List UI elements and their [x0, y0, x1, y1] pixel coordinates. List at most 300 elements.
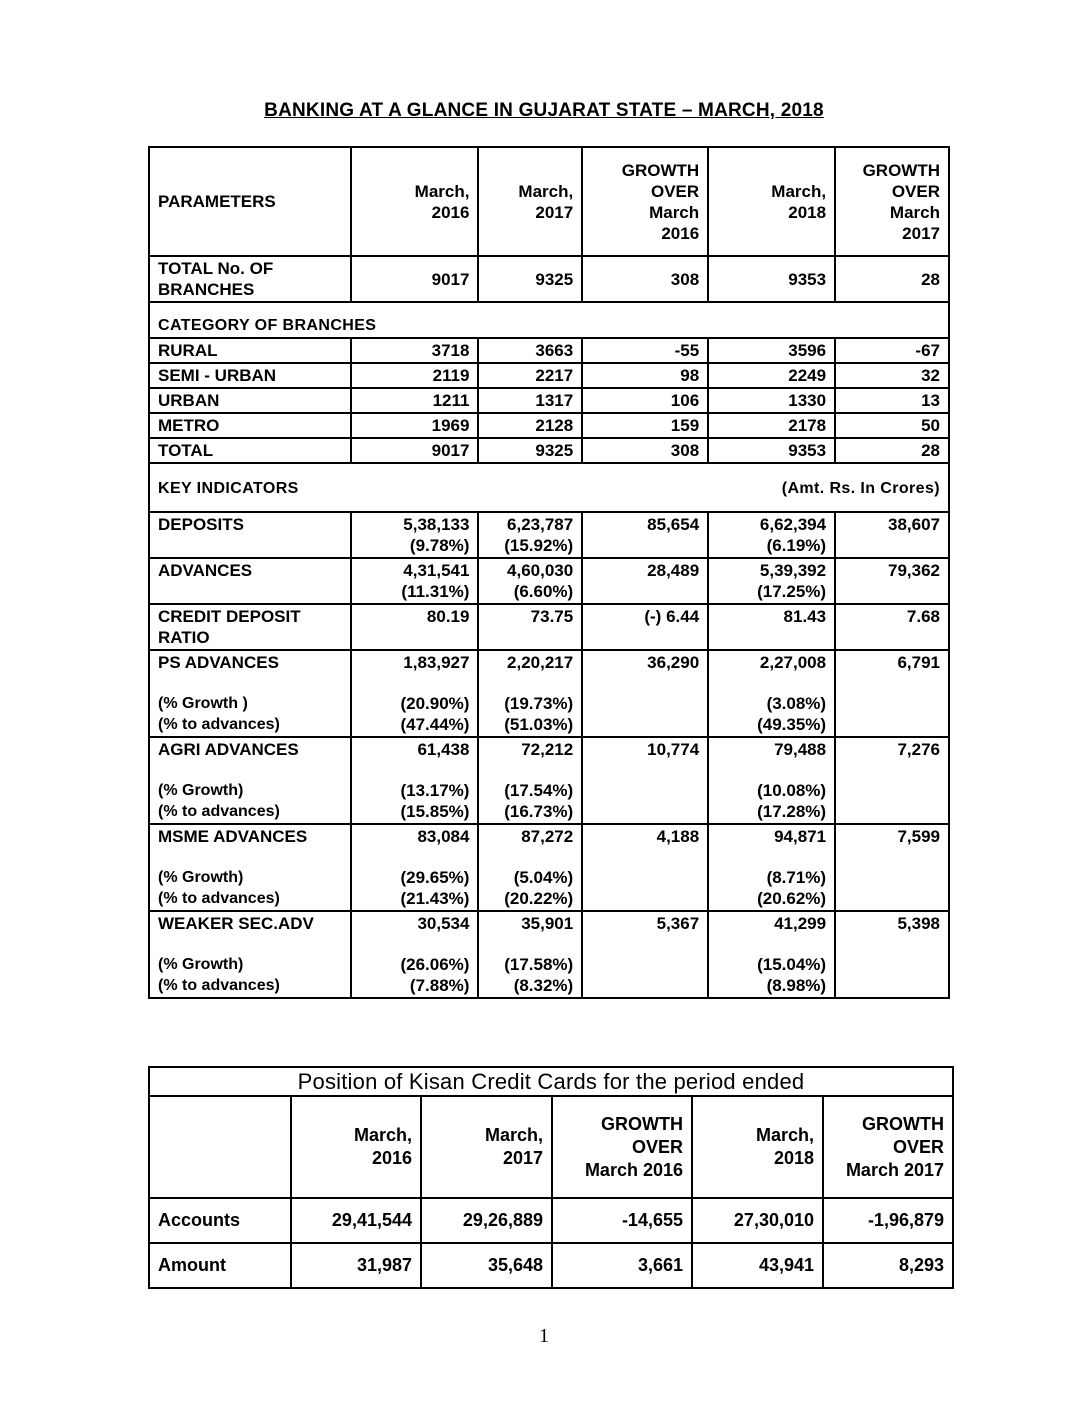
column-header-line: March: [889, 202, 940, 222]
cell-value-line: 29,26,889: [462, 1210, 543, 1230]
cell-value-line: 35,648: [487, 1255, 543, 1275]
column-header-line: 2017: [502, 1148, 543, 1168]
table-row: [149, 604, 949, 650]
cell-value-line: [591, 693, 699, 714]
cell-value-line: 2,20,217: [507, 653, 574, 672]
row-label-line: Amount: [158, 1255, 226, 1275]
cell-value: [582, 413, 708, 438]
key-indicators-heading: [149, 463, 949, 512]
column-header-line: OVER: [631, 1136, 683, 1157]
cell-value-line: 1969: [431, 416, 470, 435]
row-label-line: Accounts: [158, 1210, 241, 1230]
column-header-line: OVER: [891, 181, 940, 201]
cell-value: [708, 737, 835, 824]
table-row: [149, 256, 949, 302]
cell-value-line: 87,272: [521, 827, 574, 846]
column-header-line: 2018: [773, 1148, 814, 1168]
cell-value-line: 81.43: [783, 607, 827, 626]
row-label-line: CREDIT DEPOSIT: [158, 607, 301, 626]
cell-value-line: (17.28%): [757, 802, 827, 821]
column-header: [149, 1096, 291, 1198]
cell-value: [351, 413, 479, 438]
cell-value-line: 308: [670, 441, 700, 460]
row-label: [149, 512, 351, 558]
column-header: [823, 1096, 953, 1198]
page-title: BANKING AT A GLANCE IN GUJARAT STATE – MARCH, 2018: [264, 100, 824, 121]
cell-value-line: [844, 954, 940, 975]
cell-value: [708, 388, 835, 413]
cell-value: [351, 737, 479, 824]
cell-value-line: [591, 801, 699, 822]
cell-value-line: (19.73%): [504, 694, 574, 713]
column-header-line: 2017: [535, 202, 574, 222]
cell-value: [708, 650, 835, 737]
cell-value-line: (17.54%): [504, 781, 574, 800]
cell-value-line: -67: [915, 341, 940, 360]
column-header-line: OVER: [650, 181, 700, 201]
cell-value-line: [844, 581, 940, 602]
cell-value: [351, 558, 479, 604]
cell-value-line: 80.19: [426, 607, 470, 626]
cell-value-line: 4,60,030: [507, 561, 574, 580]
row-label-line: (% to advances): [158, 890, 280, 907]
cell-value: [351, 824, 479, 911]
cell-value: [835, 438, 949, 463]
column-header-line: March,: [484, 1125, 543, 1145]
cell-value-line: (15.92%): [504, 536, 574, 555]
cell-value-line: [844, 888, 940, 909]
cell-value: [351, 256, 479, 302]
cell-value: [582, 388, 708, 413]
cell-value: [582, 363, 708, 388]
column-header-line: March,: [353, 1125, 412, 1145]
cell-value: [478, 363, 582, 388]
cell-value: [478, 256, 582, 302]
cell-value: [823, 1198, 953, 1243]
cell-value-line: [844, 535, 940, 556]
cell-value-line: 41,299: [774, 914, 827, 933]
cell-value-line: 106: [670, 391, 700, 410]
cell-value-line: (6.60%): [513, 582, 574, 601]
cell-value: [835, 604, 949, 650]
cell-value-line: (51.03%): [504, 715, 574, 734]
cell-value-line: 4,188: [656, 827, 700, 846]
table-caption: [149, 1067, 953, 1096]
cell-value-line: 7.68: [906, 607, 940, 626]
column-header-line: March,: [771, 181, 827, 201]
cell-value-line: (15.85%): [400, 802, 470, 821]
cell-value: [478, 413, 582, 438]
cell-value: [351, 604, 479, 650]
cell-value: [582, 737, 708, 824]
banking-glance-table: [148, 146, 950, 999]
cell-value-line: (16.73%): [504, 802, 574, 821]
cell-value-line: 5,39,392: [759, 561, 827, 580]
section-row: [149, 463, 949, 512]
table-row: [149, 737, 949, 824]
cell-value-line: 50: [921, 416, 940, 435]
cell-value: [708, 438, 835, 463]
row-label: [149, 1243, 291, 1288]
column-header: [692, 1096, 823, 1198]
cell-value-line: 1211: [432, 391, 470, 410]
row-label-line: DEPOSITS: [158, 515, 244, 534]
cell-value-line: (5.04%): [513, 868, 574, 887]
cell-value-line: 79,488: [774, 740, 827, 759]
cell-value-line: (9.78%): [409, 536, 470, 555]
cell-value: [835, 650, 949, 737]
column-header-line: 2016: [661, 223, 700, 243]
cell-value-line: (49.35%): [757, 715, 827, 734]
column-header: [835, 147, 949, 256]
cell-value-line: (47.44%): [400, 715, 470, 734]
cell-value: [835, 363, 949, 388]
cell-value-line: 2249: [788, 366, 827, 385]
cell-value-line: [591, 780, 699, 801]
cell-value-line: -55: [674, 341, 700, 360]
table-row: [149, 388, 949, 413]
cell-value-line: (13.17%): [400, 781, 470, 800]
cell-value-line: 3596: [788, 341, 827, 360]
cell-value: [835, 824, 949, 911]
cell-value-line: (20.90%): [400, 694, 470, 713]
table-row: [149, 338, 949, 363]
column-header-line: March: [649, 202, 700, 222]
cell-value: [582, 604, 708, 650]
cell-value: [582, 558, 708, 604]
column-header: [478, 147, 582, 256]
cell-value-line: 9017: [431, 269, 470, 289]
cell-value-line: 159: [670, 416, 700, 435]
row-label-line: (% to advances): [158, 977, 280, 994]
cell-value-line: 9325: [535, 441, 574, 460]
cell-value-line: (8.71%): [766, 868, 827, 887]
table-row: [149, 363, 949, 388]
cell-value-line: 98: [680, 366, 700, 385]
cell-value-line: [591, 975, 699, 996]
cell-value: [351, 363, 479, 388]
cell-value-line: 3718: [431, 341, 470, 360]
table-caption-line: Position of Kisan Credit Cards for the period ended: [297, 1069, 805, 1094]
table-row: [149, 824, 949, 911]
cell-value: [708, 824, 835, 911]
cell-value: [351, 388, 479, 413]
cell-value-line: [844, 867, 940, 888]
column-header-line: March,: [414, 181, 470, 201]
column-header-line: March,: [518, 181, 574, 201]
section-heading: [149, 302, 949, 338]
cell-value: [708, 256, 835, 302]
column-header: [421, 1096, 552, 1198]
cell-value-line: 9353: [788, 269, 827, 289]
cell-value-line: [591, 888, 699, 909]
cell-value: [835, 338, 949, 363]
column-header-line: GROWTH: [862, 1113, 944, 1134]
cell-value-line: 5,367: [656, 914, 700, 933]
row-label: [149, 413, 351, 438]
column-header: [552, 1096, 692, 1198]
cell-value-line: 5,398: [897, 914, 940, 933]
cell-value-line: 1,83,927: [403, 653, 470, 672]
cell-value: [582, 911, 708, 998]
column-header-line: PARAMETERS: [158, 192, 276, 211]
row-label: [149, 650, 351, 737]
cell-value-line: [591, 535, 699, 556]
column-header: [582, 147, 708, 256]
cell-value-line: 6,23,787: [507, 515, 574, 534]
cell-value-line: (15.04%): [757, 955, 827, 974]
cell-value: [478, 438, 582, 463]
cell-value: [478, 737, 582, 824]
cell-value: [478, 911, 582, 998]
row-label-line: TOTAL No. OF: [158, 259, 274, 278]
column-header-line: March,: [755, 1125, 814, 1145]
cell-value: [835, 256, 949, 302]
section-row: [149, 302, 949, 338]
header-row: [149, 1096, 953, 1198]
row-label-line: (% Growth): [158, 782, 244, 799]
cell-value-line: 83,084: [417, 827, 470, 846]
kisan-credit-cards-table: [148, 1066, 954, 1289]
cell-value: [351, 650, 479, 737]
cell-value: [351, 338, 479, 363]
row-label-line: AGRI ADVANCES: [158, 740, 299, 759]
cell-value-line: (20.22%): [504, 889, 574, 908]
cell-value-line: (21.43%): [400, 889, 470, 908]
cell-value-line: 30,534: [417, 914, 470, 933]
cell-value-line: 43,941: [758, 1255, 814, 1275]
cell-value-line: 13: [921, 391, 940, 410]
cell-value-line: 2217: [535, 366, 574, 385]
cell-value: [692, 1198, 823, 1243]
cell-value-line: 9017: [431, 441, 470, 460]
cell-value-line: (8.98%): [766, 976, 827, 995]
cell-value: [478, 388, 582, 413]
cell-value: [478, 338, 582, 363]
cell-value-line: (17.25%): [757, 582, 827, 601]
cell-value-line: 35,901: [521, 914, 574, 933]
cell-value: [582, 650, 708, 737]
row-label-line: SEMI - URBAN: [158, 366, 277, 385]
cell-value: [291, 1198, 421, 1243]
row-label: [149, 363, 351, 388]
cell-value-line: 29,41,544: [331, 1210, 412, 1230]
amount-unit-note: (Amt. Rs. In Crores): [781, 480, 940, 497]
cell-value-line: 28: [921, 269, 940, 289]
cell-value: [478, 650, 582, 737]
row-label: [149, 737, 351, 824]
column-header-line: 2017: [902, 223, 940, 243]
cell-value-line: [844, 975, 940, 996]
cell-value-line: [844, 801, 940, 822]
cell-value-line: (11.31%): [401, 582, 470, 601]
cell-value-line: [591, 867, 699, 888]
cell-value-line: (-) 6.44: [644, 607, 700, 626]
cell-value-line: 36,290: [647, 653, 700, 672]
page-number: 1: [539, 1325, 549, 1347]
cell-value: [582, 338, 708, 363]
cell-value: [582, 512, 708, 558]
column-header-line: GROWTH: [621, 160, 700, 180]
cell-value: [692, 1243, 823, 1288]
cell-value-line: 79,362: [888, 561, 940, 580]
cell-value-line: 6,62,394: [759, 515, 827, 534]
cell-value: [708, 558, 835, 604]
row-label-line: (% to advances): [158, 716, 280, 733]
cell-value-line: 308: [670, 269, 700, 289]
row-label: [149, 388, 351, 413]
cell-value-line: (17.58%): [504, 955, 574, 974]
cell-value-line: 27,30,010: [733, 1210, 814, 1230]
cell-value-line: [591, 581, 699, 602]
cell-value: [708, 604, 835, 650]
column-header-line: 2016: [431, 202, 470, 222]
header-row: [149, 147, 949, 256]
cell-value: [351, 438, 479, 463]
cell-value: [582, 824, 708, 911]
cell-value: [835, 558, 949, 604]
row-label: [149, 824, 351, 911]
column-header-line: 2016: [371, 1148, 412, 1168]
column-header-line: OVER: [892, 1136, 944, 1157]
column-header-line: GROWTH: [862, 160, 940, 180]
cell-value: [708, 363, 835, 388]
column-header-line: 2018: [788, 202, 827, 222]
column-header: [708, 147, 835, 256]
row-label-line: RURAL: [158, 341, 218, 360]
cell-value: [823, 1243, 953, 1288]
column-header-line: March 2017: [845, 1159, 944, 1180]
table-row: [149, 911, 949, 998]
cell-value-line: (20.62%): [757, 889, 827, 908]
row-label: [149, 911, 351, 998]
cell-value-line: 3,661: [637, 1255, 683, 1275]
cell-value: [291, 1243, 421, 1288]
cell-value-line: 4,31,541: [403, 561, 470, 580]
cell-value-line: [844, 780, 940, 801]
cell-value: [552, 1198, 692, 1243]
cell-value: [835, 737, 949, 824]
cell-value: [835, 911, 949, 998]
column-header-line: March 2016: [584, 1159, 683, 1180]
cell-value-line: [844, 693, 940, 714]
cell-value-line: (6.19%): [766, 536, 827, 555]
row-label-line: RATIO: [158, 628, 210, 647]
cell-value: [708, 338, 835, 363]
cell-value-line: 73.75: [530, 607, 574, 626]
cell-value: [582, 438, 708, 463]
column-header-line: [158, 1136, 282, 1159]
row-label: [149, 438, 351, 463]
row-label-line: (% Growth): [158, 956, 244, 973]
cell-value-line: (26.06%): [400, 955, 470, 974]
column-header: [149, 147, 351, 256]
table-row: [149, 558, 949, 604]
cell-value-line: 31,987: [356, 1255, 412, 1275]
cell-value-line: (7.88%): [409, 976, 470, 995]
row-label-line: (% Growth): [158, 869, 244, 886]
cell-value: [708, 911, 835, 998]
cell-value: [552, 1243, 692, 1288]
cell-value: [708, 413, 835, 438]
cell-value: [478, 512, 582, 558]
cell-value-line: 2128: [535, 416, 574, 435]
cell-value-line: 38,607: [888, 515, 940, 534]
cell-value-line: [591, 954, 699, 975]
cell-value-line: (10.08%): [757, 781, 827, 800]
row-label: [149, 604, 351, 650]
cell-value-line: 61,438: [417, 740, 470, 759]
cell-value-line: 85,654: [647, 515, 700, 534]
column-header: [291, 1096, 421, 1198]
cell-value-line: 6,791: [897, 653, 940, 672]
cell-value: [478, 604, 582, 650]
cell-value-line: 28,489: [647, 561, 700, 580]
cell-value-line: (29.65%): [400, 868, 470, 887]
cell-value-line: (8.32%): [513, 976, 574, 995]
row-label-line: MSME ADVANCES: [158, 827, 308, 846]
row-label-line: TOTAL: [158, 441, 214, 460]
cell-value: [835, 512, 949, 558]
cell-value-line: 8,293: [898, 1255, 944, 1275]
cell-value-line: 32: [921, 366, 940, 385]
table-row: [149, 413, 949, 438]
cell-value-line: [591, 714, 699, 735]
table-row: [149, 650, 949, 737]
cell-value-line: 7,276: [897, 740, 940, 759]
cell-value-line: 1317: [535, 391, 574, 410]
cell-value: [478, 824, 582, 911]
cell-value-line: 3663: [535, 341, 574, 360]
cell-value-line: 2178: [788, 416, 827, 435]
cell-value: [421, 1243, 552, 1288]
cell-value-line: (3.08%): [766, 694, 827, 713]
column-header-line: GROWTH: [601, 1113, 683, 1134]
row-label-line: WEAKER SEC.ADV: [158, 914, 314, 933]
table-row: [149, 1198, 953, 1243]
cell-value: [708, 512, 835, 558]
section-heading: KEY INDICATORS: [158, 480, 299, 497]
cell-value-line: 2,27,008: [759, 653, 827, 672]
cell-value-line: 9325: [535, 269, 574, 289]
row-label: [149, 338, 351, 363]
cell-value-line: 7,599: [897, 827, 940, 846]
cell-value: [478, 558, 582, 604]
cell-value: [351, 911, 479, 998]
cell-value-line: 72,212: [521, 740, 574, 759]
column-header: [351, 147, 479, 256]
table-row: [149, 438, 949, 463]
row-label-line: PS ADVANCES: [158, 653, 279, 672]
row-label-line: URBAN: [158, 391, 220, 410]
row-label: [149, 558, 351, 604]
cell-value-line: 9353: [788, 441, 827, 460]
row-label-line: (% Growth ): [158, 695, 248, 712]
cell-value: [421, 1198, 552, 1243]
cell-value: [582, 256, 708, 302]
section-heading-line: CATEGORY OF BRANCHES: [158, 317, 377, 334]
cell-value: [351, 512, 479, 558]
cell-value: [835, 413, 949, 438]
cell-value-line: 1330: [788, 391, 827, 410]
row-label-line: (% to advances): [158, 803, 280, 820]
cell-value-line: [844, 714, 940, 735]
cell-value-line: 5,38,133: [403, 515, 470, 534]
cell-value-line: 10,774: [647, 740, 700, 759]
row-label-line: BRANCHES: [158, 280, 255, 299]
cell-value-line: 28: [921, 441, 940, 460]
cell-value-line: 2119: [432, 366, 470, 385]
